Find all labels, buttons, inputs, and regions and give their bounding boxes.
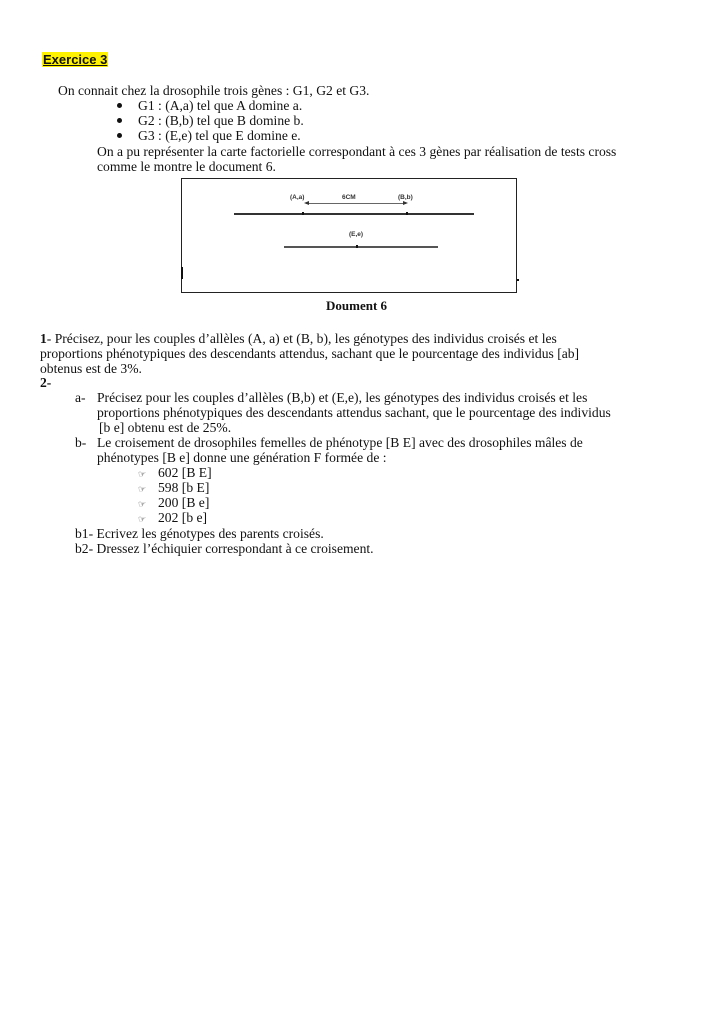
border-mark bbox=[181, 267, 183, 279]
locus-b-label: (B,b) bbox=[398, 194, 413, 201]
question2b1: b1- Ecrivez les génotypes des parents croisés. bbox=[75, 526, 324, 541]
intro-text: On connait chez la drosophile trois gènes : G1, G2 et G3. bbox=[58, 83, 370, 98]
pointing-hand-icon: ☞ bbox=[138, 484, 147, 494]
result-item: ☞ 602 [B E] bbox=[138, 465, 212, 480]
gene-item-g2: G2 : (B,b) tel que B domine b. bbox=[117, 113, 304, 128]
pointing-hand-icon: ☞ bbox=[138, 499, 147, 509]
question1-line1: 1- Précisez, pour les couples d’allèles (A, a) et (B, b), les génotypes des individus croisés et les bbox=[40, 331, 557, 346]
pointing-hand-icon: ☞ bbox=[138, 514, 147, 524]
question2a-marker: a- bbox=[75, 390, 86, 405]
question1-line3: obtenus est de 3%. bbox=[40, 361, 142, 376]
question2b-marker: b- bbox=[75, 435, 87, 450]
result-item: ☞ 200 [B e] bbox=[138, 495, 210, 510]
question2-label: 2- bbox=[40, 375, 52, 390]
result-item: ☞ 202 [b e] bbox=[138, 510, 208, 525]
question1-line2: proportions phénotypiques des descendants attendus, sachant que le pourcentage des individus [ab] bbox=[40, 346, 580, 361]
gene-item-g3: G3 : (E,e) tel que E domine e. bbox=[117, 128, 301, 143]
question2b-line1: Le croisement de drosophiles femelles de phénotype [B E] avec des drosophiles mâles de bbox=[97, 435, 583, 450]
bullet-icon bbox=[117, 133, 122, 138]
locus-e-label: (E,e) bbox=[349, 231, 364, 238]
double-arrow-icon bbox=[306, 203, 406, 204]
document-caption: Doument 6 bbox=[326, 298, 388, 313]
chromosome-line-ab bbox=[234, 213, 474, 215]
map-sentence-line1: On a pu représenter la carte factorielle correspondant à ces 3 gènes par réalisation de tests cross bbox=[97, 144, 617, 159]
question2a-line3: [b e] obtenu est de 25%. bbox=[99, 420, 232, 435]
border-mark bbox=[517, 279, 519, 281]
map-sentence-line2: comme le montre le document 6. bbox=[97, 159, 276, 174]
locus-e-marker bbox=[356, 245, 358, 248]
question2a-line1: Précisez pour les couples d’allèles (B,b) et (E,e), les génotypes des individus croisés et les bbox=[97, 390, 588, 405]
pointing-hand-icon: ☞ bbox=[138, 469, 147, 479]
chromosome-line-e bbox=[284, 246, 438, 248]
question2b-line2: phénotypes [B e] donne une génération F formée de : bbox=[97, 450, 387, 465]
gene-item-g1: G1 : (A,a) tel que A domine a. bbox=[117, 98, 302, 113]
question2b2: b2- Dressez l’échiquier correspondant à ce croisement. bbox=[75, 541, 374, 556]
question2a-line2: proportions phénotypiques des descendants attendus sachant, que le pourcentage des individus bbox=[97, 405, 611, 420]
bullet-icon bbox=[117, 103, 122, 108]
locus-a-marker bbox=[302, 212, 304, 215]
locus-a-label: (A,a) bbox=[290, 194, 305, 201]
result-item: ☞ 598 [b E] bbox=[138, 480, 210, 495]
distance-label: 6CM bbox=[342, 194, 356, 201]
locus-b-marker bbox=[406, 212, 408, 215]
bullet-icon bbox=[117, 118, 122, 123]
exercise-title: Exercice 3 bbox=[43, 52, 108, 67]
gene-map-diagram bbox=[181, 178, 517, 293]
